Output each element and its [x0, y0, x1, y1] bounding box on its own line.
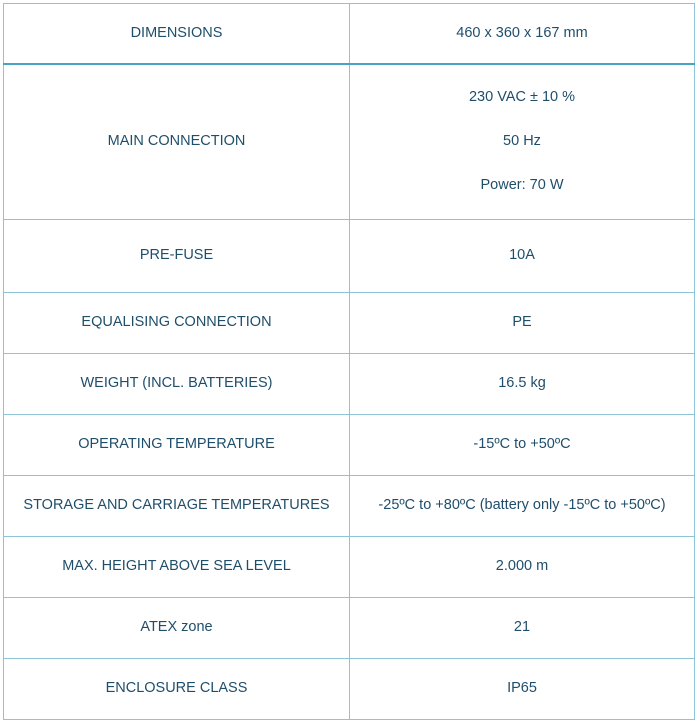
specifications-table [3, 3, 695, 720]
table-row [4, 476, 695, 537]
spec-value-atex-zone: 21 [350, 598, 695, 659]
spec-value-pre-fuse: 10A [350, 220, 695, 293]
spec-label-weight: WEIGHT (INCL. BATTERIES) [4, 354, 350, 415]
table-row [4, 220, 695, 293]
table-row [4, 4, 695, 64]
spec-label-dimensions: DIMENSIONS [4, 4, 350, 64]
spec-value-main-connection [350, 64, 695, 220]
spec-value-max-height: 2.000 m [350, 537, 695, 598]
spec-label-main-connection: MAIN CONNECTION [4, 64, 350, 220]
spec-label-equalising-connection: EQUALISING CONNECTION [4, 293, 350, 354]
table-row [4, 537, 695, 598]
table-row [4, 659, 695, 720]
spec-value-equalising-connection: PE [350, 293, 695, 354]
table-row [4, 64, 695, 220]
table-row [4, 415, 695, 476]
spec-value-weight: 16.5 kg [350, 354, 695, 415]
spec-label-pre-fuse: PRE-FUSE [4, 220, 350, 293]
table-row [4, 293, 695, 354]
spec-value-enclosure-class: IP65 [350, 659, 695, 720]
spec-label-storage-temperatures: STORAGE AND CARRIAGE TEMPERATURES [4, 476, 350, 537]
table-row [4, 598, 695, 659]
spec-value-dimensions: 460 x 360 x 167 mm [350, 4, 695, 64]
table-row [4, 354, 695, 415]
spec-value-voltage: 230 VAC ± 10 % [468, 88, 576, 105]
spec-label-operating-temperature: OPERATING TEMPERATURE [4, 415, 350, 476]
spec-value-power: Power: 70 W [480, 177, 564, 194]
spec-label-max-height: MAX. HEIGHT ABOVE SEA LEVEL [4, 537, 350, 598]
spec-value-frequency: 50 Hz [503, 133, 541, 150]
spec-label-enclosure-class: ENCLOSURE CLASS [4, 659, 350, 720]
spec-value-storage-temperatures: -25ºC to +80ºC (battery only -15ºC to +50ºC) [350, 476, 695, 537]
spec-value-operating-temperature: -15ºC to +50ºC [350, 415, 695, 476]
spec-label-atex-zone: ATEX zone [4, 598, 350, 659]
